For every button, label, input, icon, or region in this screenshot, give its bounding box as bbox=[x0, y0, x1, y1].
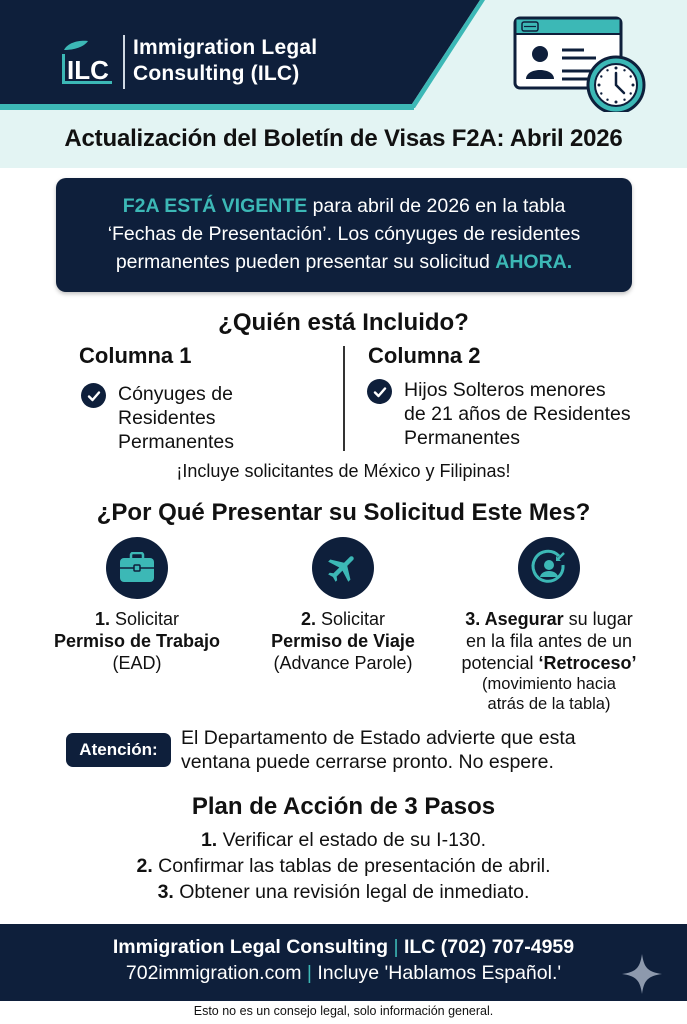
ilc-logo bbox=[58, 36, 116, 88]
brand-line2: Consulting (ILC) bbox=[133, 62, 300, 85]
checkmark-icon bbox=[81, 383, 106, 408]
person-target-icon bbox=[518, 537, 580, 599]
header bbox=[0, 0, 687, 112]
website-link[interactable]: 702immigration.com bbox=[125, 962, 302, 984]
page-title: Actualización del Boletín de Visas F2A: Abril 2026 bbox=[64, 125, 623, 152]
briefcase-icon bbox=[106, 537, 168, 599]
brand-name bbox=[133, 35, 317, 87]
why-item-work-permit: 1. Solicitar Permiso de Trabajo (EAD) bbox=[37, 537, 237, 674]
alert-highlight-now: AHORA. bbox=[495, 251, 573, 273]
column-2-title: Columna 2 bbox=[368, 343, 481, 368]
alert-line1: F2A ESTÁ VIGENTE para abril de 2026 en la tabla bbox=[122, 195, 566, 217]
action-plan-title: Plan de Acción de 3 Pasos bbox=[191, 793, 496, 820]
alert-line3: permanentes pueden presentar su solicitud AHORA. bbox=[115, 251, 573, 273]
status-alert-box bbox=[56, 178, 632, 292]
phone-number[interactable]: ILC (702) 707-4959 bbox=[403, 936, 575, 958]
why-item-secure-place: 3. Asegurar su lugar en la fila antes de un potencial ‘Retroceso’ (movimiento hacia atrás de la tabla) bbox=[444, 537, 654, 714]
column-2-item: Hijos Solteros menores de 21 años de Residentes Permanentes bbox=[367, 378, 631, 450]
svg-text:ILC: ILC bbox=[67, 55, 109, 85]
action-plan-steps bbox=[0, 827, 687, 905]
alert-highlight-status: F2A ESTÁ VIGENTE bbox=[122, 195, 308, 217]
brand-line1: Immigration Legal bbox=[133, 36, 318, 59]
plan-step: 3. Obtener una revisión legal de inmediato. bbox=[157, 881, 530, 903]
column-1-title: Columna 1 bbox=[79, 343, 192, 368]
disclaimer: Esto no es un consejo legal, solo información general. bbox=[193, 1004, 494, 1018]
id-card-clock-icon bbox=[512, 15, 647, 115]
column-1-item: Cónyuges de Residentes Permanentes bbox=[81, 382, 234, 454]
attention-text: El Departamento de Estado advierte que esta ventana puede cerrarse pronto. No espere. bbox=[181, 727, 576, 773]
attention-badge: Atención: bbox=[66, 733, 171, 767]
footer-website-line: 702immigration.com | Incluye 'Hablamos Español.' bbox=[125, 962, 562, 984]
why-file-title: ¿Por Qué Presentar su Solicitud Este Mes? bbox=[96, 499, 591, 526]
airplane-icon bbox=[312, 537, 374, 599]
column-divider bbox=[343, 346, 345, 451]
plan-step: 2. Confirmar las tablas de presentación de abril. bbox=[136, 855, 551, 877]
who-included-title: ¿Quién está Incluido? bbox=[218, 309, 469, 336]
brand-divider bbox=[123, 35, 125, 89]
checkmark-icon bbox=[367, 379, 392, 404]
plan-step: 1. Verificar el estado de su I-130. bbox=[200, 829, 487, 851]
why-item-travel-permit: 2. Solicitar Permiso de Viaje (Advance Parole) bbox=[243, 537, 443, 674]
sparkle-icon bbox=[622, 954, 662, 994]
alert-line2: ‘Fechas de Presentación’. Los cónyuges de residentes bbox=[107, 223, 581, 245]
includes-countries-note: ¡Incluye solicitantes de México y Filipinas! bbox=[176, 461, 511, 481]
footer-contact-line: Immigration Legal Consulting | ILC (702) 707-4959 bbox=[112, 936, 575, 958]
